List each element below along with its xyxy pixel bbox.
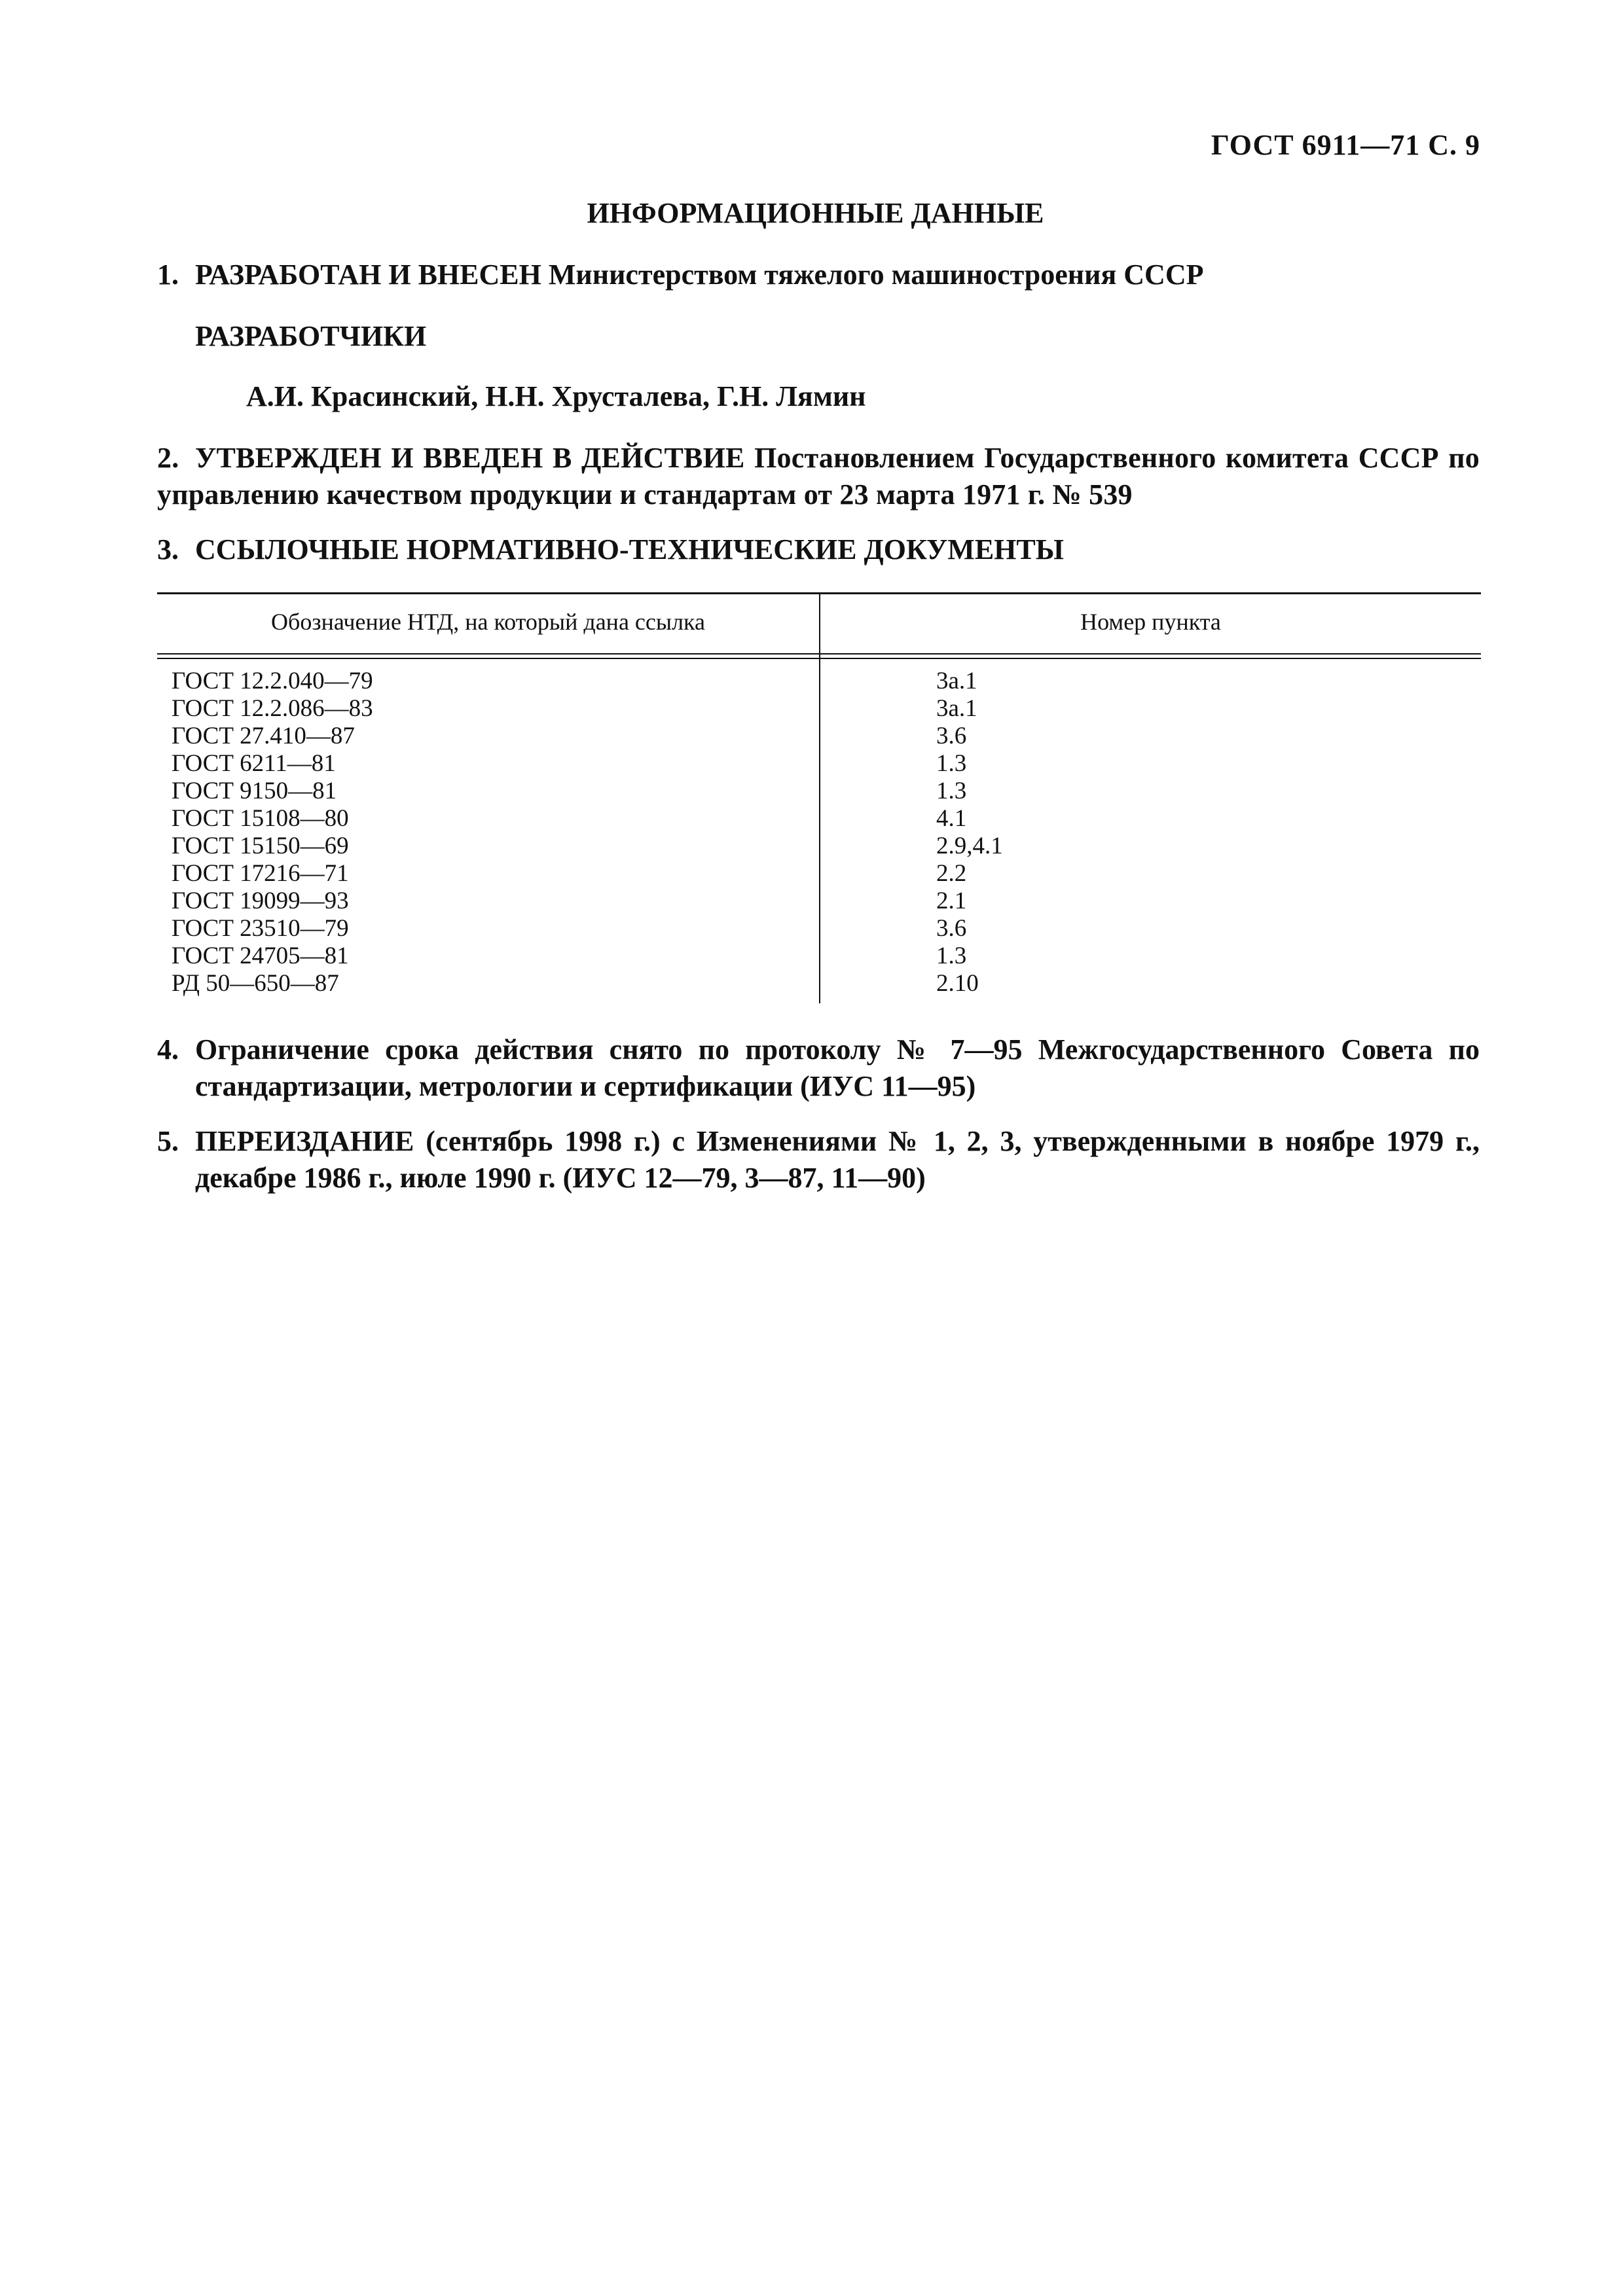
table-column-divider: [819, 592, 820, 1003]
table-cell-document: ГОСТ 23510—79: [172, 915, 349, 942]
item-4: [157, 1031, 1480, 1105]
item-body: [157, 1031, 1480, 1105]
item-body: [195, 531, 1480, 568]
table-cell-clause: 2.10: [936, 970, 979, 997]
table-cell-clause: 3а.1: [936, 668, 977, 694]
table-cell-clause: 2.2: [936, 860, 967, 887]
item-number: 2.: [157, 442, 179, 474]
item-body: [195, 1123, 1480, 1196]
page-title: [0, 196, 1623, 230]
reference-table: [157, 592, 1481, 998]
page-title-text: ИНФОРМАЦИОННЫЕ ДАННЫЕ: [587, 197, 1044, 229]
table-column-documents: [172, 668, 373, 997]
item-text: Постановлением Государственного комитета СССР по управлению качеством продукции и стандартам от 23 марта 1971 г. № 539: [157, 442, 1480, 511]
table-header-document: Обозначение НТД, на который дана ссылка: [271, 609, 705, 635]
item-number: 4.: [157, 1033, 179, 1066]
item-2: [157, 440, 1480, 513]
item-number: 5.: [157, 1125, 179, 1157]
item-text: Ограничение срока действия снято по протоколу № 7—95 Межгосударственного Совета по стандартизации, метрологии и сертификации (ИУС 11—95): [195, 1033, 1480, 1102]
table-cell-clause: 1.3: [936, 778, 967, 804]
item-lead: УТВЕРЖДЕН И ВВЕДЕН В ДЕЙСТВИЕ: [195, 442, 745, 474]
developers-heading: РАЗРАБОТЧИКИ: [195, 320, 427, 352]
table-cell-clause: 2.1: [936, 888, 967, 914]
item-text: (сентябрь 1998 г.) с Изменениями № 1, 2, 3, утвержденными в ноябре 1979 г., декабре 1986 г., июле 1990 г. (ИУС 12—79, 3—87, 11—90): [195, 1125, 1480, 1194]
developers-names: А.И. Красинский, Н.Н. Хрусталева, Г.Н. Лямин: [246, 380, 866, 412]
item-number: 3.: [157, 533, 179, 565]
item-3: [157, 531, 1480, 568]
table-cell-document: ГОСТ 6211—81: [172, 750, 336, 777]
table-cell-clause: 1.3: [936, 750, 967, 777]
table-cell-document: ГОСТ 15150—69: [172, 833, 349, 859]
item-body: [157, 440, 1480, 513]
running-head: ГОСТ 6911—71 С. 9: [1211, 129, 1480, 161]
table-cell-document: ГОСТ 27.410—87: [172, 723, 355, 749]
item-1: [157, 257, 1480, 293]
table-cell-document: ГОСТ 17216—71: [172, 860, 349, 887]
table-cell-document: ГОСТ 19099—93: [172, 888, 349, 914]
table-cell-document: ГОСТ 24705—81: [172, 942, 349, 969]
table-cell-document: ГОСТ 9150—81: [172, 778, 337, 804]
table-cell-document: ГОСТ 15108—80: [172, 805, 349, 832]
table-cell-clause: 1.3: [936, 942, 967, 969]
item-body: [195, 257, 1480, 293]
table-header-clause: Номер пункта: [1080, 609, 1221, 635]
table-column-clauses: [936, 668, 1003, 997]
table-cell-clause: 4.1: [936, 805, 967, 832]
table-cell-clause: 3.6: [936, 723, 967, 749]
table-cell-document: ГОСТ 12.2.040—79: [172, 668, 373, 694]
table-cell-document: ГОСТ 12.2.086—83: [172, 695, 373, 722]
item-5: [157, 1123, 1480, 1196]
table-cell-clause: 3.6: [936, 915, 967, 942]
table-cell-document: РД 50—650—87: [172, 970, 339, 997]
item-number: 1.: [157, 259, 179, 291]
item-lead: РАЗРАБОТАН И ВНЕСЕН: [195, 259, 541, 291]
item-lead: ССЫЛОЧНЫЕ НОРМАТИВНО-ТЕХНИЧЕСКИЕ ДОКУМЕНТЫ: [195, 533, 1064, 565]
table-cell-clause: 3а.1: [936, 695, 977, 722]
item-text: Министерством тяжелого машиностроения СССР: [541, 259, 1204, 291]
table-cell-clause: 2.9,4.1: [936, 833, 1003, 859]
item-lead: ПЕРЕИЗДАНИЕ: [195, 1125, 414, 1157]
